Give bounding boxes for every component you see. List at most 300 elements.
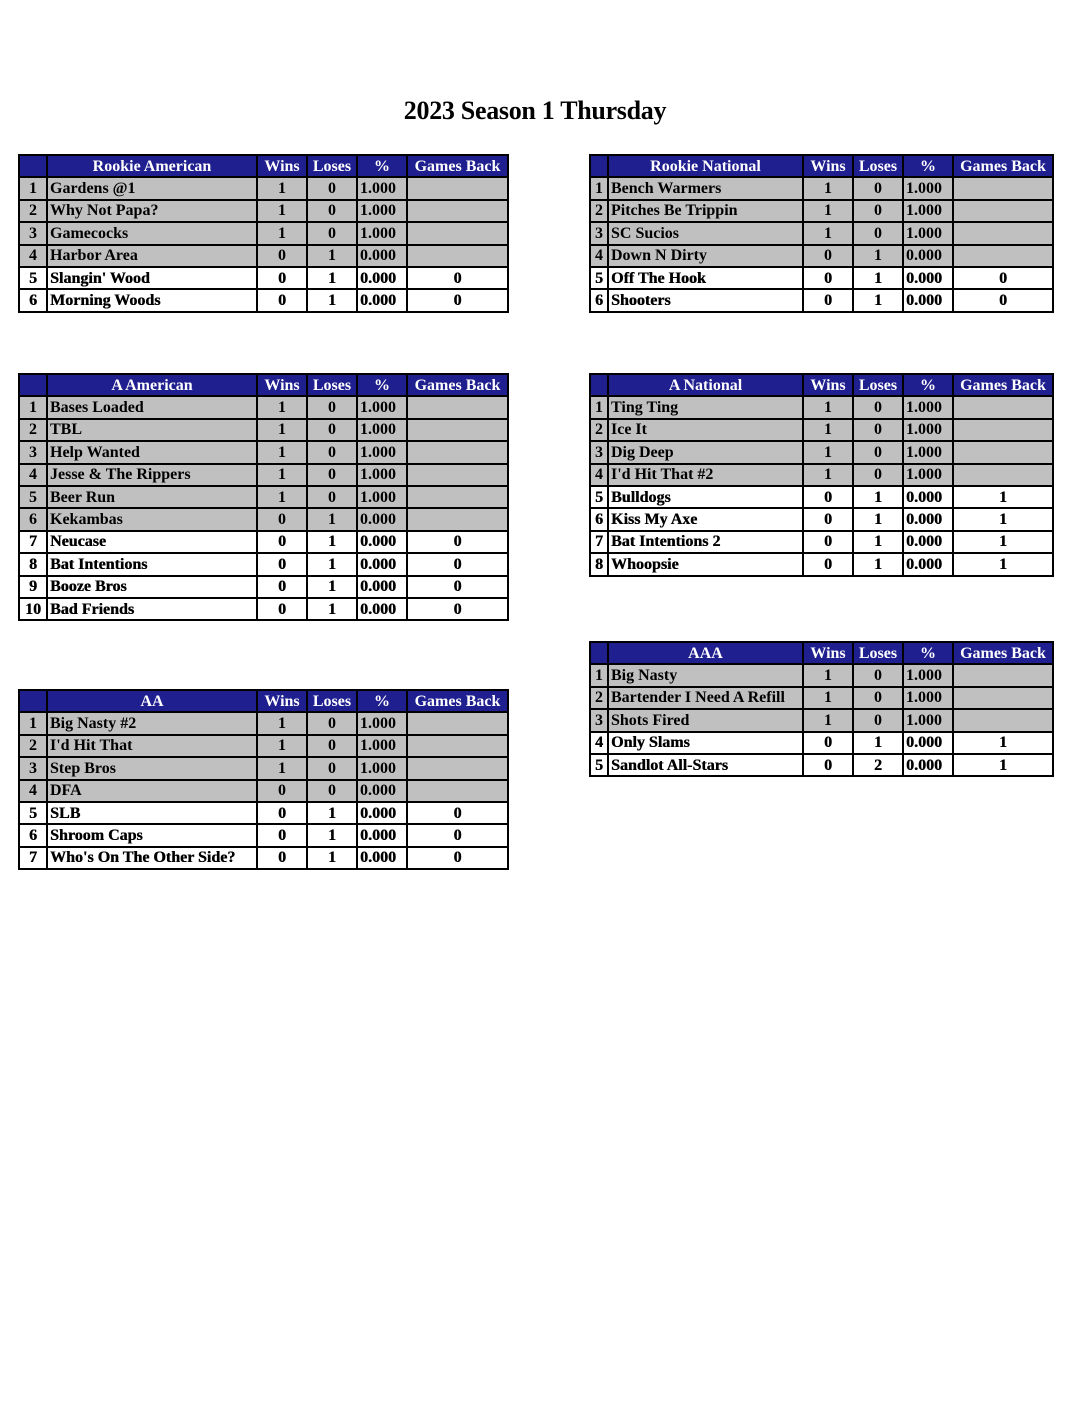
loses-cell: 0 [853,396,903,418]
table-row [19,553,508,575]
team-name: Gardens @1 [47,177,257,199]
pct-cell: 0.000 [357,531,407,553]
rank-cell: 7 [19,531,47,553]
games-back-cell [953,441,1053,463]
pct-cell: 1.000 [357,419,407,441]
wins-cell: 0 [257,780,307,802]
wins-cell: 1 [257,486,307,508]
table-row [19,200,508,222]
team-name: Shots Fired [608,709,803,731]
team-name: Shooters [608,289,803,311]
games-back-header: Games Back [953,374,1053,396]
table-row [590,464,1053,486]
games-back-cell [953,245,1053,267]
games-back-header: Games Back [407,374,508,396]
rank-cell: 5 [19,486,47,508]
loses-cell: 1 [853,245,903,267]
wins-cell: 0 [803,508,853,530]
pct-cell: 0.000 [357,847,407,869]
team-name: Whoopsie [608,553,803,575]
games-back-cell [407,757,508,779]
wins-cell: 1 [257,757,307,779]
loses-cell: 0 [853,222,903,244]
team-name: Dig Deep [608,441,803,463]
loses-cell: 1 [307,289,357,311]
rank-cell: 3 [19,441,47,463]
page-title: 2023 Season 1 Thursday [403,96,667,125]
team-name: Booze Bros [47,576,257,598]
games-back-cell: 0 [407,824,508,846]
team-name: Jesse & The Rippers [47,464,257,486]
loses-cell: 0 [853,441,903,463]
games-back-cell: 0 [407,289,508,311]
loses-cell: 1 [853,531,903,553]
games-back-cell [407,486,508,508]
wins-cell: 1 [257,735,307,757]
loses-cell: 1 [307,824,357,846]
header-row [19,155,508,177]
games-back-header: Games Back [953,642,1053,664]
division-name: A National [608,374,803,396]
table-row [19,267,508,289]
pct-header: % [903,642,953,664]
rank-cell: 4 [19,245,47,267]
games-back-cell: 1 [953,553,1053,575]
pct-header: % [357,690,407,712]
wins-cell: 0 [257,598,307,620]
games-back-cell: 0 [407,553,508,575]
table-row [590,508,1053,530]
team-name: Slangin' Wood [47,267,257,289]
games-back-cell: 0 [407,531,508,553]
loses-cell: 0 [307,486,357,508]
rank-cell: 3 [590,709,608,731]
pct-header: % [903,155,953,177]
division-name: AA [47,690,257,712]
team-name: Sandlot All-Stars [608,754,803,776]
loses-cell: 0 [307,177,357,199]
table-row [19,245,508,267]
loses-cell: 0 [853,709,903,731]
pct-cell: 0.000 [357,802,407,824]
team-name: Bases Loaded [47,396,257,418]
pct-cell: 1.000 [357,222,407,244]
wins-cell: 1 [257,396,307,418]
pct-cell: 1.000 [357,486,407,508]
team-name: Shroom Caps [47,824,257,846]
rank-cell: 2 [590,200,608,222]
team-name: Gamecocks [47,222,257,244]
games-back-cell: 0 [407,267,508,289]
standings-table-rookie-national [589,154,1054,313]
rank-header [590,374,608,396]
pct-cell: 0.000 [357,576,407,598]
wins-cell: 0 [257,508,307,530]
games-back-cell [953,687,1053,709]
team-name: Why Not Papa? [47,200,257,222]
loses-cell: 0 [307,222,357,244]
loses-cell: 0 [853,464,903,486]
wins-cell: 1 [803,177,853,199]
table-row [19,802,508,824]
loses-cell: 0 [307,396,357,418]
wins-cell: 0 [257,802,307,824]
games-back-cell: 1 [953,508,1053,530]
loses-cell: 0 [853,200,903,222]
games-back-cell [407,245,508,267]
team-name: TBL [47,419,257,441]
header-row [19,374,508,396]
rank-cell: 10 [19,598,47,620]
table-row [19,508,508,530]
games-back-cell [407,222,508,244]
pct-cell: 0.000 [357,780,407,802]
team-name: Bat Intentions [47,553,257,575]
rank-cell: 8 [19,553,47,575]
team-name: Big Nasty [608,664,803,686]
table-row [590,664,1053,686]
games-back-cell [407,712,508,734]
pct-cell: 1.000 [357,464,407,486]
wins-cell: 0 [803,267,853,289]
pct-cell: 0.000 [357,824,407,846]
wins-cell: 1 [803,687,853,709]
pct-cell: 0.000 [903,486,953,508]
table-row [19,464,508,486]
wins-cell: 1 [803,200,853,222]
division-name: Rookie American [47,155,257,177]
rank-header [590,642,608,664]
loses-cell: 1 [853,508,903,530]
wins-cell: 0 [257,289,307,311]
pct-cell: 0.000 [357,553,407,575]
wins-header: Wins [257,155,307,177]
table-row [590,222,1053,244]
pct-header: % [903,374,953,396]
rank-cell: 3 [19,757,47,779]
games-back-cell [407,177,508,199]
loses-cell: 0 [307,757,357,779]
wins-cell: 0 [257,245,307,267]
team-name: Beer Run [47,486,257,508]
loses-header: Loses [853,642,903,664]
table-row [590,486,1053,508]
pct-header: % [357,374,407,396]
team-name: DFA [47,780,257,802]
table-row [590,419,1053,441]
loses-header: Loses [853,155,903,177]
loses-cell: 1 [853,267,903,289]
games-back-cell [953,177,1053,199]
games-back-cell [953,464,1053,486]
wins-cell: 1 [803,441,853,463]
table-row [590,709,1053,731]
table-row [19,486,508,508]
games-back-cell [953,709,1053,731]
games-back-cell: 0 [407,847,508,869]
table-row [19,824,508,846]
wins-cell: 0 [257,267,307,289]
table-row [19,531,508,553]
pct-cell: 0.000 [903,531,953,553]
table-row [590,245,1053,267]
table-row [19,289,508,311]
wins-cell: 0 [803,245,853,267]
rank-cell: 1 [19,396,47,418]
loses-cell: 1 [307,245,357,267]
wins-cell: 1 [257,712,307,734]
table-row [19,576,508,598]
wins-header: Wins [257,690,307,712]
games-back-cell [407,464,508,486]
games-back-cell [953,419,1053,441]
wins-cell: 1 [257,419,307,441]
loses-cell: 1 [307,531,357,553]
pct-cell: 1.000 [903,664,953,686]
wins-header: Wins [803,374,853,396]
rank-cell: 4 [590,464,608,486]
pct-cell: 1.000 [357,712,407,734]
loses-cell: 1 [307,847,357,869]
games-back-cell: 1 [953,486,1053,508]
standings-table-aaa [589,641,1054,777]
table-row [590,732,1053,754]
team-name: Who's On The Other Side? [47,847,257,869]
header-row [590,642,1053,664]
wins-cell: 0 [803,531,853,553]
table-row [590,553,1053,575]
rank-cell: 4 [19,464,47,486]
rank-cell: 6 [19,508,47,530]
rank-header [590,155,608,177]
wins-cell: 1 [257,200,307,222]
team-name: Morning Woods [47,289,257,311]
loses-header: Loses [307,374,357,396]
table-row [19,441,508,463]
pct-cell: 0.000 [903,267,953,289]
rank-cell: 9 [19,576,47,598]
rank-cell: 6 [590,289,608,311]
loses-cell: 0 [307,441,357,463]
games-back-cell: 1 [953,531,1053,553]
standings-table-aa [18,689,509,870]
team-name: Step Bros [47,757,257,779]
table-row [19,757,508,779]
team-name: I'd Hit That #2 [608,464,803,486]
header-row [19,690,508,712]
pct-cell: 0.000 [357,508,407,530]
team-name: Pitches Be Trippin [608,200,803,222]
team-name: SLB [47,802,257,824]
pct-cell: 1.000 [903,222,953,244]
table-row [590,754,1053,776]
games-back-cell [407,419,508,441]
division-name: Rookie National [608,155,803,177]
table-row [590,267,1053,289]
loses-cell: 0 [307,200,357,222]
loses-cell: 0 [307,712,357,734]
rank-header [19,690,47,712]
pct-cell: 1.000 [357,200,407,222]
pct-cell: 1.000 [903,464,953,486]
rank-cell: 6 [590,508,608,530]
table-row [590,531,1053,553]
loses-header: Loses [307,155,357,177]
rank-cell: 1 [590,396,608,418]
rank-header [19,374,47,396]
team-name: Bartender I Need A Refill [608,687,803,709]
loses-cell: 1 [307,802,357,824]
loses-cell: 1 [853,553,903,575]
wins-cell: 1 [803,396,853,418]
pct-cell: 0.000 [903,754,953,776]
loses-cell: 1 [853,732,903,754]
rank-cell: 4 [590,732,608,754]
pct-cell: 0.000 [903,732,953,754]
rank-cell: 8 [590,553,608,575]
wins-cell: 1 [257,177,307,199]
header-row [590,374,1053,396]
rank-cell: 5 [590,267,608,289]
pct-cell: 1.000 [357,757,407,779]
games-back-cell [407,200,508,222]
pct-cell: 1.000 [903,396,953,418]
standings-table-rookie-american [18,154,509,313]
rank-cell: 2 [590,419,608,441]
wins-cell: 0 [257,553,307,575]
loses-cell: 1 [307,508,357,530]
loses-cell: 0 [853,419,903,441]
pct-cell: 1.000 [903,200,953,222]
games-back-cell: 0 [953,267,1053,289]
team-name: Bulldogs [608,486,803,508]
wins-cell: 0 [257,824,307,846]
wins-cell: 1 [257,441,307,463]
loses-cell: 1 [853,289,903,311]
rank-cell: 5 [590,486,608,508]
rank-cell: 6 [19,824,47,846]
rank-cell: 6 [19,289,47,311]
pct-cell: 1.000 [903,419,953,441]
table-row [19,177,508,199]
loses-cell: 1 [307,598,357,620]
loses-cell: 1 [853,486,903,508]
games-back-cell [953,222,1053,244]
wins-cell: 0 [257,531,307,553]
rank-cell: 2 [19,419,47,441]
games-back-cell: 0 [407,598,508,620]
loses-cell: 0 [853,177,903,199]
pct-cell: 1.000 [357,441,407,463]
games-back-cell [407,735,508,757]
table-row [19,712,508,734]
rank-cell: 5 [19,267,47,289]
games-back-cell: 0 [407,802,508,824]
games-back-cell: 1 [953,732,1053,754]
pct-cell: 0.000 [357,598,407,620]
pct-cell: 0.000 [357,267,407,289]
team-name: Big Nasty #2 [47,712,257,734]
wins-cell: 1 [803,464,853,486]
wins-cell: 0 [803,486,853,508]
rank-cell: 1 [19,177,47,199]
wins-cell: 0 [803,553,853,575]
games-back-cell [407,508,508,530]
rank-cell: 3 [19,222,47,244]
pct-cell: 0.000 [357,245,407,267]
games-back-cell: 0 [953,289,1053,311]
games-back-cell [407,441,508,463]
games-back-cell [953,664,1053,686]
pct-cell: 0.000 [903,508,953,530]
team-name: Kekambas [47,508,257,530]
header-row [590,155,1053,177]
table-row [590,200,1053,222]
team-name: I'd Hit That [47,735,257,757]
loses-cell: 0 [853,687,903,709]
loses-header: Loses [853,374,903,396]
team-name: Harbor Area [47,245,257,267]
games-back-cell [407,396,508,418]
team-name: Neucase [47,531,257,553]
loses-cell: 0 [853,664,903,686]
wins-header: Wins [803,642,853,664]
wins-cell: 1 [803,419,853,441]
table-row [590,177,1053,199]
team-name: Off The Hook [608,267,803,289]
rank-cell: 7 [19,847,47,869]
rank-cell: 7 [590,531,608,553]
loses-header: Loses [307,690,357,712]
table-row [19,396,508,418]
pct-cell: 0.000 [357,289,407,311]
games-back-cell: 1 [953,754,1053,776]
wins-cell: 1 [803,664,853,686]
team-name: Help Wanted [47,441,257,463]
standings-table-a-american [18,373,509,621]
games-back-cell [953,200,1053,222]
team-name: SC Sucios [608,222,803,244]
team-name: Kiss My Axe [608,508,803,530]
wins-header: Wins [803,155,853,177]
games-back-cell: 0 [407,576,508,598]
team-name: Bad Friends [47,598,257,620]
standings-table-a-national [589,373,1054,577]
rank-cell: 4 [19,780,47,802]
rank-cell: 5 [19,802,47,824]
table-row [590,289,1053,311]
games-back-header: Games Back [407,155,508,177]
team-name: Bench Warmers [608,177,803,199]
rank-cell: 1 [590,177,608,199]
rank-cell: 3 [590,441,608,463]
loses-cell: 2 [853,754,903,776]
rank-cell: 2 [590,687,608,709]
pct-cell: 1.000 [357,735,407,757]
loses-cell: 0 [307,780,357,802]
loses-cell: 0 [307,419,357,441]
loses-cell: 1 [307,553,357,575]
pct-cell: 1.000 [903,709,953,731]
division-name: AAA [608,642,803,664]
table-row [19,598,508,620]
team-name: Ting Ting [608,396,803,418]
loses-cell: 0 [307,464,357,486]
table-row [19,735,508,757]
rank-cell: 4 [590,245,608,267]
wins-cell: 0 [803,732,853,754]
table-row [590,687,1053,709]
